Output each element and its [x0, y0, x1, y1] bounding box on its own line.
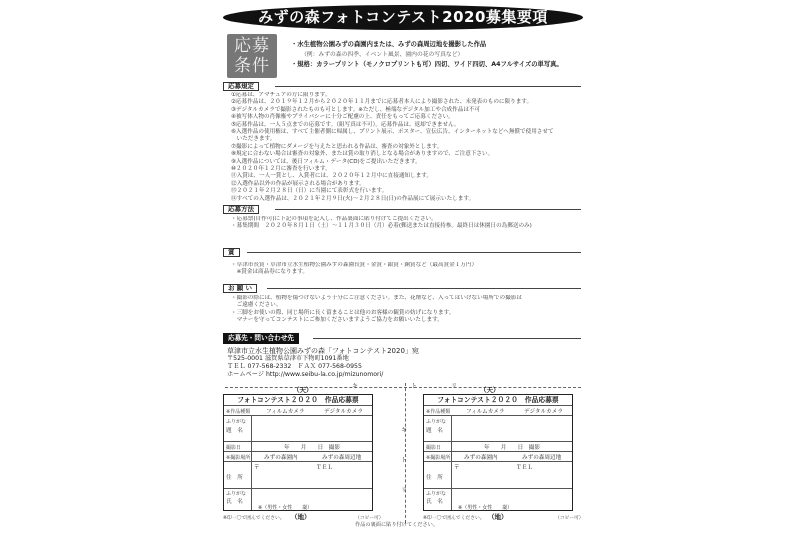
- form-row-camera: [224, 406, 372, 416]
- method-list: [231, 216, 576, 231]
- conditions-stamp: [227, 34, 277, 78]
- request-item: マナーを守ってコンテストにご参加くださいますようご協力をお願いいたします。: [231, 317, 443, 324]
- form-label: ※撮影場所: [226, 455, 251, 461]
- cut-label: リ: [451, 383, 458, 390]
- request-item: ・三脚をお使いの際、同じ場所に長く留まることは他のお客様の観賞の妨げになります。: [231, 309, 455, 316]
- divider: [267, 288, 581, 289]
- form-row-person: [224, 489, 372, 512]
- method-item: ・募集期間 ２０２０年８月１日（土）〜１１月３０日（月）必着(郵送または直接持参。最終日は休園日の為郵送のみ): [231, 223, 532, 230]
- conditions-list: [291, 40, 563, 70]
- contact-line[interactable]: ホームページ http://www.seibu-la.co.jp/mizunomori/: [227, 371, 384, 378]
- form-bottom-label: （地）: [488, 513, 508, 521]
- form-row-camera: [424, 406, 572, 416]
- condition-item: （例：みずの森の四季、イベント風景、園内の花の写真など）: [301, 52, 464, 58]
- form-top-label: （天）: [480, 386, 500, 394]
- copy-note: （コピー可）: [555, 516, 584, 521]
- contact-line: 草津市立水生植物公園みずの森「フォトコンテスト2020」宛: [227, 347, 419, 355]
- option-place-outside[interactable]: みずの森周辺地: [522, 455, 562, 461]
- stamp-line2: 条件: [234, 56, 270, 76]
- option-film[interactable]: フィルムカメラ: [466, 409, 505, 415]
- form-row-place: [424, 452, 572, 462]
- method-header: 応募方法: [223, 205, 259, 214]
- tel-field[interactable]: ＴＥＬ: [316, 465, 333, 471]
- rule-item: ⑭すべての入選作品は、２０２１年２月９日(火)〜２月２８日(日)の作品展にて展示いたします。: [231, 195, 475, 202]
- option-digital[interactable]: デジタルカメラ: [524, 409, 563, 415]
- column-divider: [451, 416, 452, 510]
- form-label: ※作品種類: [226, 409, 251, 415]
- form-label: ふりがな: [226, 491, 247, 497]
- form-label: 氏 名: [426, 499, 443, 505]
- method-item: ・応募票(自作可)に下記の事項を記入し、作品裏面に貼り付けてご提出ください。: [231, 216, 437, 222]
- form-label: ※作品種類: [426, 409, 451, 415]
- entry-form-right: [423, 394, 573, 511]
- postal-mark: 〒: [454, 465, 460, 471]
- rules-list: [231, 92, 576, 203]
- form-label: ふりがな: [426, 491, 447, 497]
- form-note: ※印一〇で囲んでください。: [223, 516, 285, 521]
- request-item: ご遠慮ください。: [231, 302, 282, 309]
- option-place-inside[interactable]: みずの森園内: [464, 455, 498, 461]
- postal-mark: 〒: [254, 465, 260, 471]
- cut-label: ト: [411, 383, 418, 390]
- option-digital[interactable]: デジタルカメラ: [324, 409, 363, 415]
- date-field[interactable]: 年 月 日 撮影: [484, 445, 540, 451]
- date-field[interactable]: 年 月 日 撮影: [284, 445, 340, 451]
- form-row-title: [224, 416, 372, 442]
- rule-item: ⑬２０２１年２月２８日（日）に当園にて表彰式を行います。: [231, 188, 388, 195]
- form-label: 撮影日: [226, 445, 242, 451]
- contact-line: ＴＥＬ 077-568-2332 ＦＡＸ 077-568-0955: [227, 363, 362, 370]
- form-label: ふりがな: [226, 419, 247, 425]
- rule-item: ④被写体人物の肖像権やプライバシーに十分ご配慮の上、責任をもってご応募ください。: [231, 114, 454, 121]
- rule-item: ⑦撮影によって植物にダメージを与えたと思われる作品は、審査の対象外とします。: [231, 143, 443, 150]
- copy-note: （コピー可）: [355, 516, 384, 521]
- divider: [313, 338, 581, 339]
- form-label: 氏 名: [226, 499, 243, 505]
- form-label: 題 名: [226, 428, 243, 434]
- rule-item: ②応募作品は、２０１９年１２月から２０２０年１１月までに応募者本人により撮影された、未発表のものに限ります。: [231, 99, 533, 106]
- page-title: みずの森フォトコンテスト2020募集要項: [223, 5, 583, 30]
- cut-label: キ: [352, 383, 359, 390]
- tel-field[interactable]: ＴＥＬ: [516, 465, 533, 471]
- prize-item: ・草津市長賞・草津市立水生植物公園みずの森園長賞・金賞・銀賞・銅賞など（最高賞金１万円）: [231, 262, 478, 268]
- form-label: 題 名: [426, 428, 443, 434]
- form-row-person: [424, 489, 572, 512]
- rule-item: いただきます。: [231, 136, 276, 143]
- form-label: 住 所: [226, 475, 243, 481]
- form-label: 撮影日: [426, 445, 442, 451]
- cut-line-horizontal: [225, 387, 581, 388]
- column-divider: [251, 416, 252, 510]
- rule-item: ⑩２０２０年１２月に審査を行います。: [231, 166, 331, 173]
- divider: [275, 209, 581, 210]
- form-label: ふりがな: [426, 419, 447, 425]
- age-field[interactable]: ※（男性・女性 歳）: [458, 505, 513, 511]
- cut-line-vertical: [405, 383, 406, 523]
- rules-header: 応募規定: [223, 82, 259, 91]
- rule-item: ⑨入選作品については、後日フィルム・データ(CD)をご提出いただきます。: [231, 158, 421, 165]
- poster-page: [205, 0, 600, 533]
- form-note: ※印一〇で囲んでください。: [423, 516, 485, 521]
- rule-item: ①応募は、アマチュアの方に限ります。: [231, 92, 331, 98]
- form-label: ※撮影場所: [426, 455, 451, 461]
- stamp-line1: 応募: [234, 36, 270, 56]
- rule-item: ⑫入選作品以外の作品が展示される場合があります。: [231, 180, 365, 187]
- form-title: フォトコンテスト２０２０ 作品応募票: [224, 395, 372, 406]
- condition-item: ・水生植物公園みずの森園内または、みずの森周辺地を撮影した作品: [291, 41, 487, 48]
- form-row-address: [424, 462, 572, 489]
- contact-block: [227, 347, 419, 379]
- option-film[interactable]: フィルムカメラ: [266, 409, 305, 415]
- divider: [275, 86, 581, 87]
- form-row-address: [224, 462, 372, 489]
- request-header: お 願 い: [223, 284, 257, 293]
- contact-line: 〒525-0001 滋賀県草津市下物町1091番地: [227, 355, 349, 362]
- rule-item: ⑤応募作品は、一人５点までの応募です。（組写真は不可）。応募作品は、返却できません。: [231, 121, 460, 128]
- entry-form-left: [223, 394, 373, 511]
- rule-item: ③デジタルカメラで撮影されたものも可とします。※ただし、極端なデジタル加工や合成作品は不可: [231, 106, 481, 113]
- divider: [247, 252, 581, 253]
- age-field[interactable]: ※（男性・女性 歳）: [258, 505, 313, 511]
- option-place-outside[interactable]: みずの森周辺地: [322, 455, 362, 461]
- request-list: [231, 295, 576, 325]
- cut-label: ト: [401, 457, 408, 464]
- prize-list: [231, 262, 576, 277]
- form-title: フォトコンテスト２０２０ 作品応募票: [424, 395, 572, 406]
- form-row-title: [424, 416, 572, 442]
- contact-header: 応募先・問い合わせ先: [223, 333, 299, 344]
- form-row-date: [424, 442, 572, 452]
- rule-item: ⑧規定に合わない場合は審査の対象外、または賞の取り消しとなる場合がありますので、ご注意下さい。: [231, 151, 494, 158]
- rule-item: ⑪入賞は、一人一賞とし、入賞者には、２０２０年１２月中に直接通知します。: [231, 173, 432, 180]
- rule-item: ⑥入選作品の使用権は、すべて主催者側に帰属し、プリント展示、ポスター、宣伝広告、インターネットなどへ無償で使用させて: [231, 129, 554, 136]
- paste-note: 作品の裏面に貼り付けてください。: [355, 522, 439, 528]
- form-label: 住 所: [426, 475, 443, 481]
- cut-label: キ: [401, 427, 408, 434]
- condition-item: ・規格：カラープリント（モノクロプリントも可）四切、ワイド四切、A4フルサイズの単写真。: [291, 61, 563, 68]
- cut-label: リ: [401, 487, 408, 494]
- form-top-label: （天）: [293, 386, 313, 394]
- prize-header: 賞: [223, 248, 240, 257]
- prize-item: ※賞金は商品券になります。: [231, 269, 308, 276]
- option-place-inside[interactable]: みずの森園内: [264, 455, 298, 461]
- form-bottom-label: （地）: [291, 513, 311, 521]
- form-row-date: [224, 442, 372, 452]
- request-item: ・撮影の際には、植物を傷つけないよう十分にご注意ください。また、花壇など、入ってはいけない場所での撮影は: [231, 295, 522, 301]
- form-row-place: [224, 452, 372, 462]
